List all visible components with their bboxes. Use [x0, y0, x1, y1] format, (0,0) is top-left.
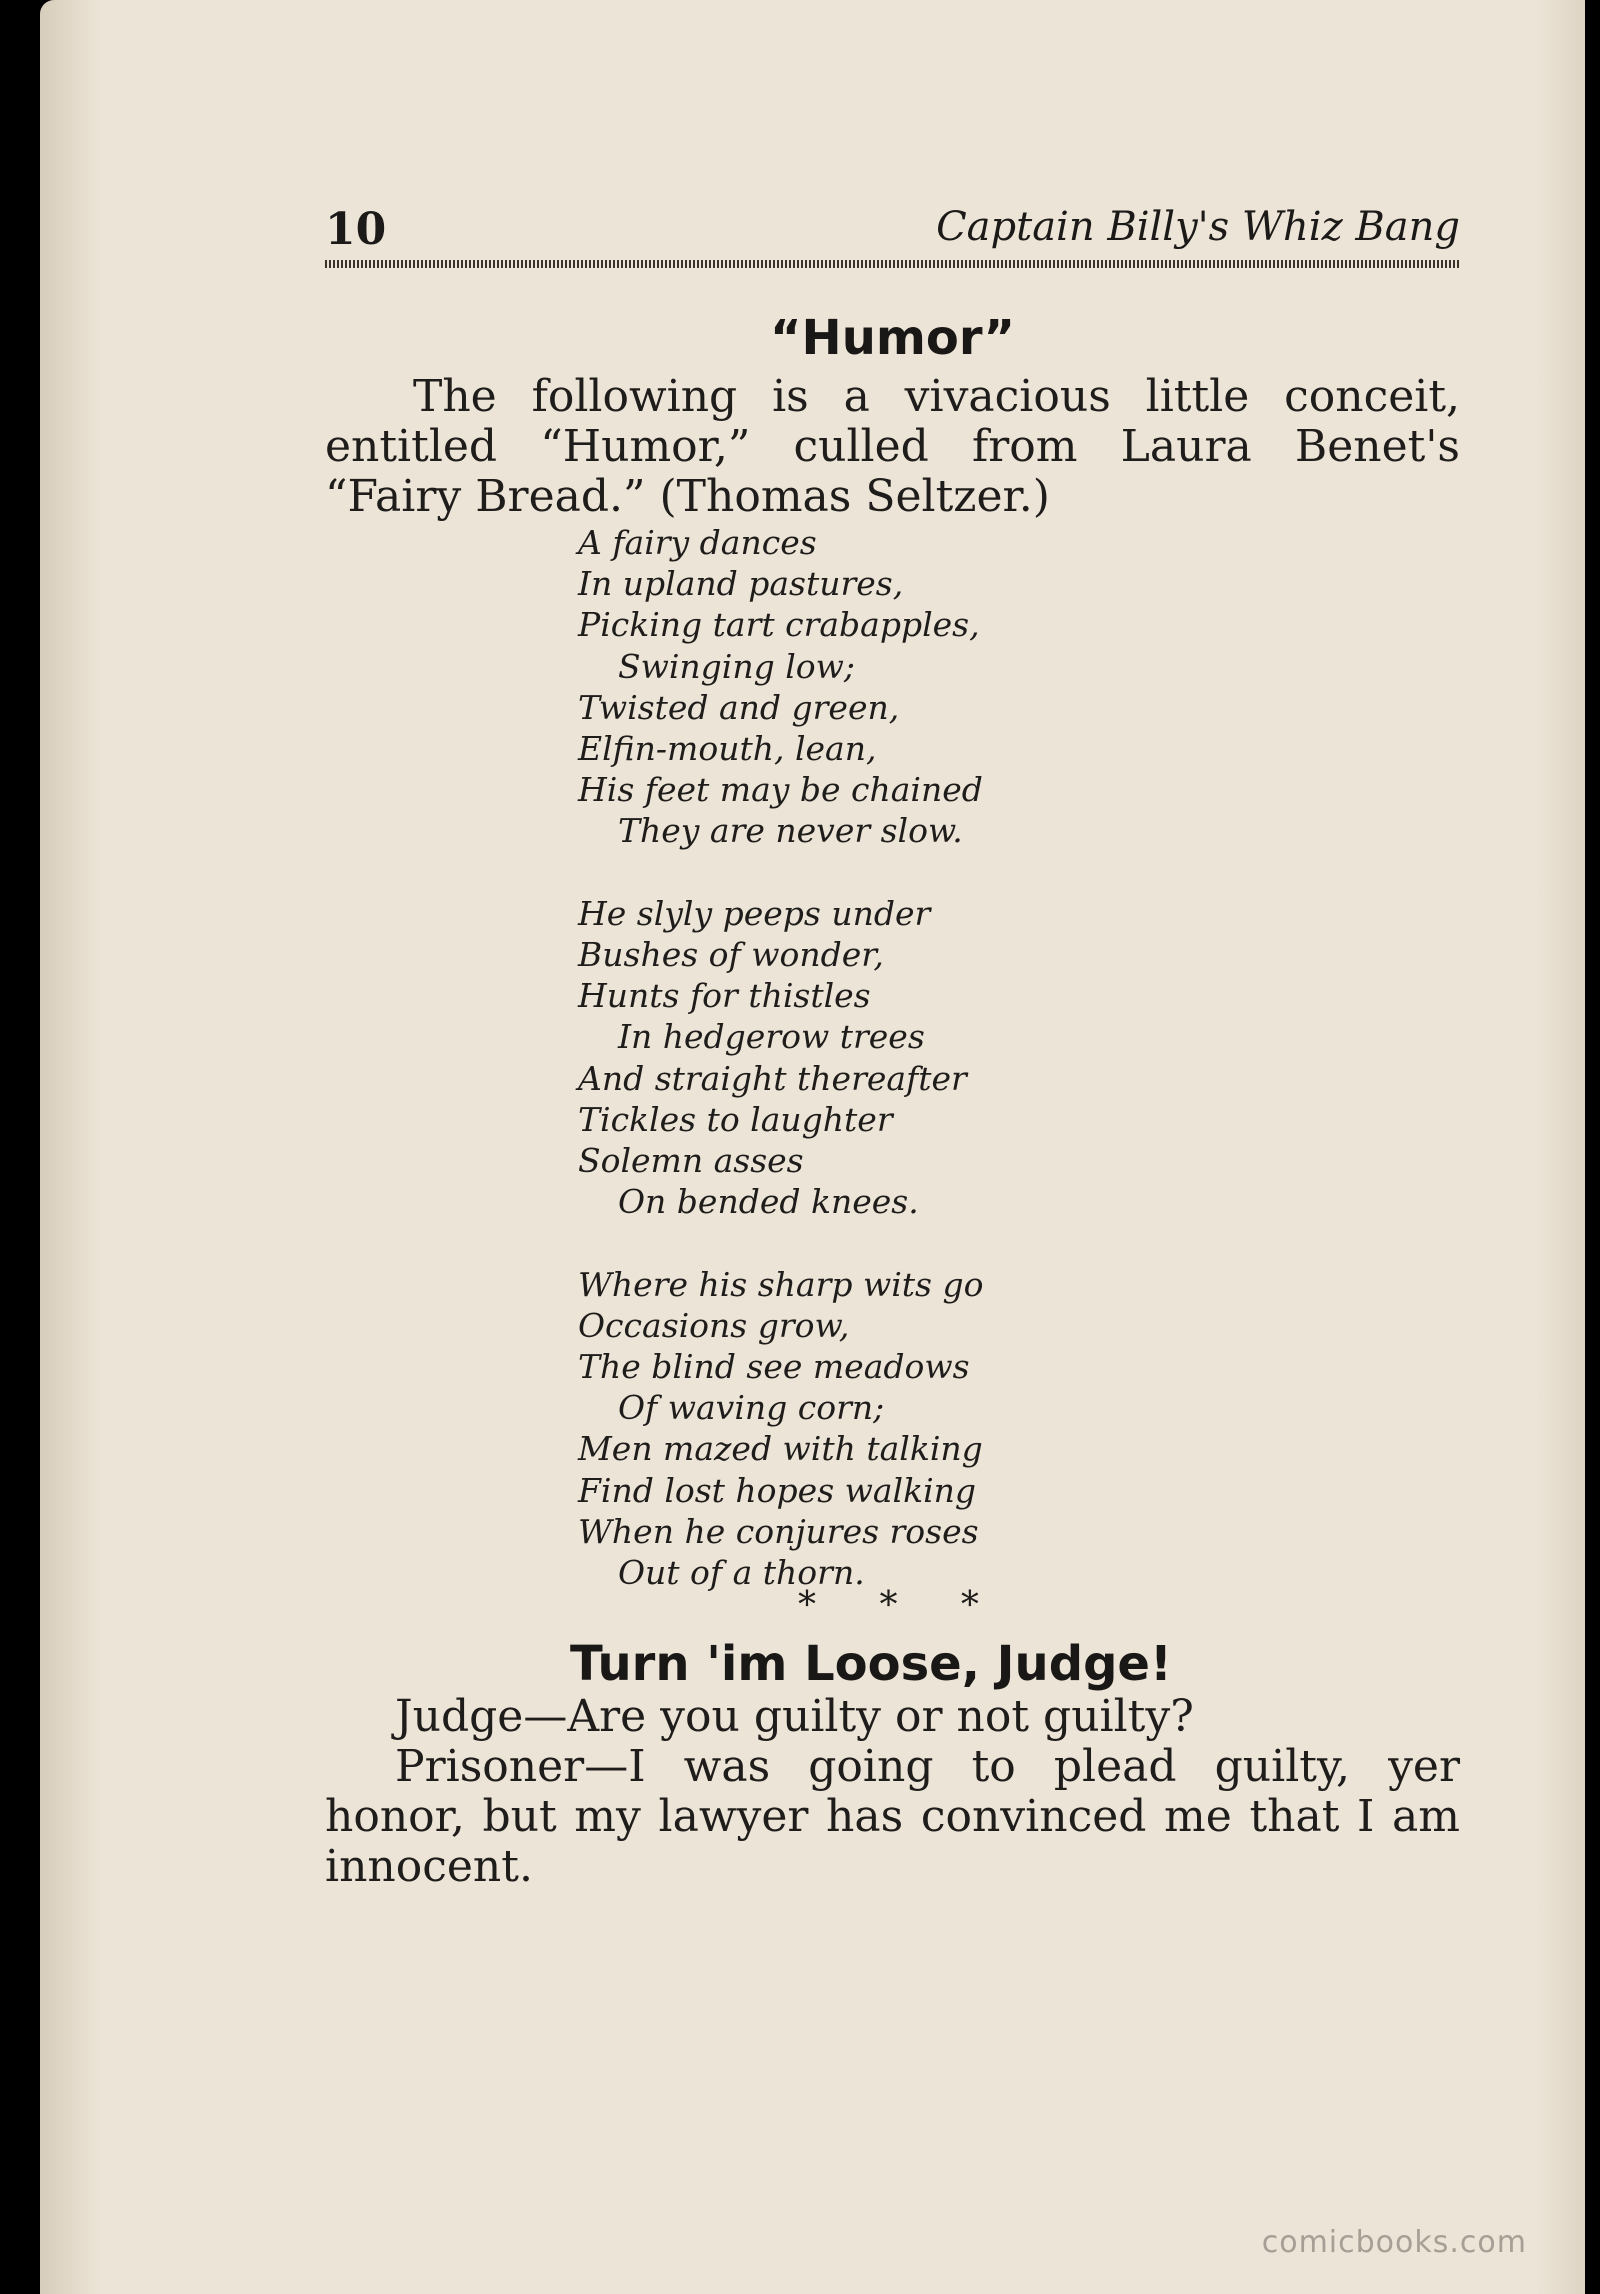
poem-line: Of waving corn; [618, 1388, 885, 1428]
poem-stanza [578, 893, 1198, 1223]
poem [578, 522, 1198, 1634]
poem-line: Men mazed with talking [578, 1429, 983, 1469]
poem-line: In hedgerow trees [618, 1017, 925, 1057]
poem-line: On bended knees. [618, 1182, 919, 1222]
poem-line: Solemn asses [578, 1141, 804, 1181]
judge-dialog [325, 1692, 1460, 1892]
watermark: comicbooks.com [1261, 2225, 1527, 2260]
poem-stanza [578, 1264, 1198, 1594]
poem-line: Tickles to laughter [578, 1099, 893, 1139]
magazine-page [40, 0, 1585, 2294]
poem-line: He slyly peeps under [578, 893, 931, 933]
poem-stanza [578, 522, 1198, 852]
poem-line: And straight thereafter [578, 1058, 967, 1098]
poem-line: Elfin-mouth, lean, [578, 729, 877, 769]
poem-line: Where his sharp wits go [578, 1264, 984, 1304]
poem-line: They are never slow. [618, 811, 963, 851]
dialog-paragraph: Prisoner—I was going to plead guilty, yer honor, but my lawyer has convinced me that I am innocent. [325, 1741, 1460, 1892]
article-intro: The following is a vivacious little conceit, entitled “Humor,” culled from Laura Benet's “Fairy Bread.” (Thomas Seltzer.) [325, 371, 1460, 522]
poem-line: Picking tart crabapples, [578, 605, 980, 645]
poem-line: Twisted and green, [578, 687, 900, 727]
poem-line: Bushes of wonder, [578, 935, 884, 975]
poem-line: Occasions grow, [578, 1305, 850, 1345]
dialog-paragraph: Judge—Are you guilty or not guilty? [395, 1691, 1194, 1742]
poem-line: Swinging low; [618, 646, 855, 686]
poem-line: Out of a thorn. [618, 1553, 865, 1593]
page-number: 10 [325, 204, 387, 255]
poem-line: In upland pastures, [578, 564, 904, 604]
poem-line: Hunts for thistles [578, 976, 871, 1016]
article-title-judge: Turn 'im Loose, Judge! [570, 1636, 1172, 1692]
article-title-humor: “Humor” [770, 310, 1015, 366]
header-rule [325, 260, 1460, 268]
poem-line: Find lost hopes walking [578, 1470, 977, 1510]
poem-line: His feet may be chained [578, 770, 983, 810]
poem-line: When he conjures roses [578, 1511, 979, 1551]
page-header [325, 200, 1460, 260]
poem-line: The blind see meadows [578, 1347, 970, 1387]
running-title: Captain Billy's Whiz Bang [936, 204, 1460, 250]
section-separator: * * * [798, 1585, 1005, 1626]
poem-line: A fairy dances [578, 523, 817, 562]
